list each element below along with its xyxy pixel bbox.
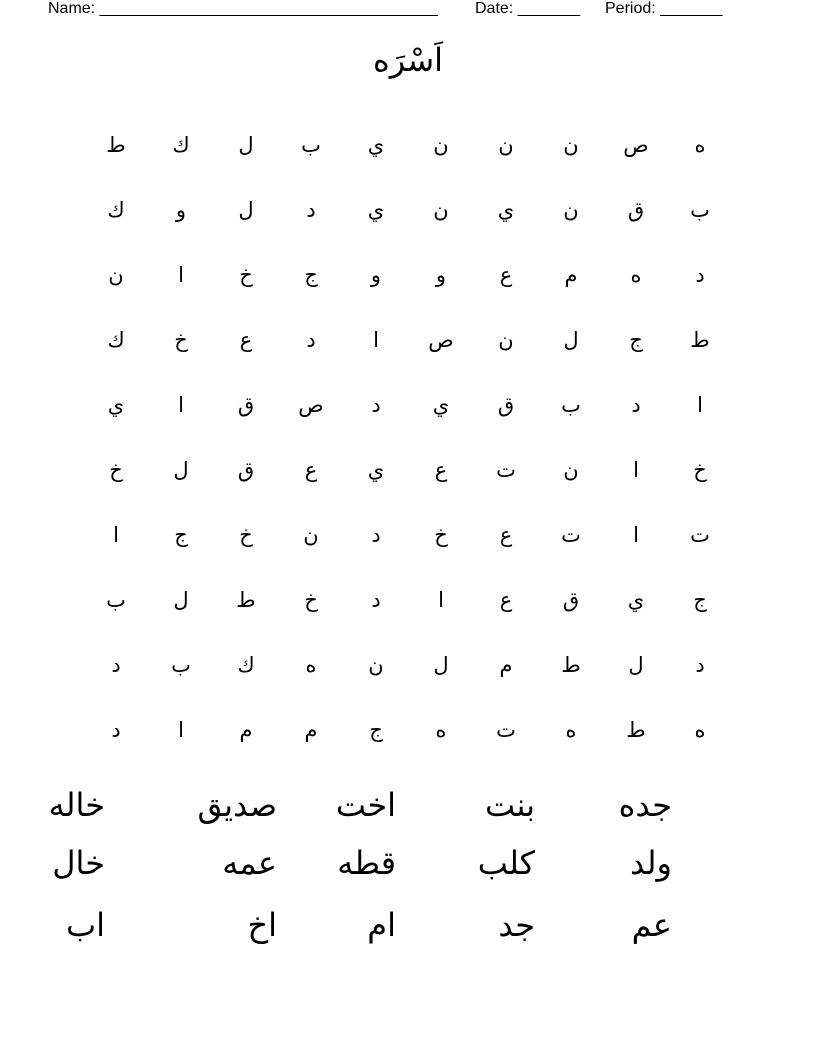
grid-letter[interactable]: ل [628,653,644,677]
grid-letter[interactable]: ك [107,328,125,352]
grid-letter[interactable]: خ [174,328,188,352]
grid-letter[interactable]: خ [693,458,707,482]
word-bank-item: جده [618,786,672,824]
grid-letter[interactable]: ع [239,328,253,352]
grid-letter[interactable]: ا [178,263,184,287]
grid-letter[interactable]: ك [107,198,125,222]
grid-letter[interactable]: ط [626,718,646,742]
grid-letter[interactable]: ا [178,718,184,742]
grid-letter[interactable]: م [304,718,318,742]
grid-letter[interactable]: ه [694,718,706,742]
grid-letter[interactable]: ص [623,133,649,157]
grid-letter[interactable]: و [370,263,382,287]
grid-letter[interactable]: ل [173,458,189,482]
grid-letter[interactable]: د [631,393,641,417]
grid-letter[interactable]: ل [433,653,449,677]
grid-letter[interactable]: ي [367,198,385,222]
grid-letter[interactable]: و [435,263,447,287]
grid-letter[interactable]: ل [238,133,254,157]
grid-letter[interactable]: د [111,653,121,677]
grid-letter[interactable]: ت [496,718,516,742]
word-bank-item: ام [367,906,396,944]
grid-letter[interactable]: ا [113,523,119,547]
word-bank-item: خاله [48,786,105,824]
grid-letter[interactable]: ت [690,523,710,547]
grid-letter[interactable]: ص [428,328,454,352]
grid-letter[interactable]: ن [303,523,319,547]
grid-letter[interactable]: ق [237,393,255,417]
grid-letter[interactable]: د [371,588,381,612]
grid-letter[interactable]: ج [629,328,643,352]
grid-letter[interactable]: ن [563,458,579,482]
grid-letter[interactable]: م [239,718,253,742]
word-bank-item: قطه [337,844,396,882]
grid-letter[interactable]: ا [438,588,444,612]
grid-letter[interactable]: ه [305,653,317,677]
grid-letter[interactable]: ط [690,328,710,352]
grid-letter[interactable]: ا [633,523,639,547]
grid-letter[interactable]: خ [239,523,253,547]
grid-letter[interactable]: ي [432,393,450,417]
grid-letter[interactable]: خ [434,523,448,547]
grid-letter[interactable]: ل [563,328,579,352]
grid-letter[interactable]: ل [238,198,254,222]
grid-letter[interactable]: د [111,718,121,742]
grid-letter[interactable]: د [306,328,316,352]
grid-letter[interactable]: ج [174,523,188,547]
date-field[interactable]: Date: _______ [475,0,580,17]
grid-letter[interactable]: ا [697,393,703,417]
grid-letter[interactable]: د [306,198,316,222]
grid-letter[interactable]: خ [239,263,253,287]
grid-letter[interactable]: ن [108,263,124,287]
grid-letter[interactable]: خ [109,458,123,482]
grid-letter[interactable]: ه [694,133,706,157]
word-bank-item: كلب [477,844,535,882]
grid-letter[interactable]: ط [561,653,581,677]
grid-letter[interactable]: ي [367,458,385,482]
grid-letter[interactable]: ه [565,718,577,742]
grid-letter[interactable]: ه [435,718,447,742]
grid-letter[interactable]: ط [106,133,126,157]
grid-letter[interactable]: م [564,263,578,287]
grid-letter[interactable]: ا [373,328,379,352]
grid-letter[interactable]: ص [298,393,324,417]
grid-letter[interactable]: ا [633,458,639,482]
grid-letter[interactable]: ن [368,653,384,677]
word-bank-item: عم [631,906,672,944]
word-bank-item: اب [65,906,105,944]
grid-letter[interactable]: ل [173,588,189,612]
grid-letter[interactable]: ع [499,523,513,547]
grid-letter[interactable]: ي [367,133,385,157]
word-bank-item: اخ [247,906,277,944]
grid-letter[interactable]: ن [563,198,579,222]
grid-letter[interactable]: ن [498,328,514,352]
grid-letter[interactable]: د [695,653,705,677]
word-bank-item: اخت [335,786,396,824]
grid-letter[interactable]: ق [627,198,645,222]
word-bank-item: بنت [485,786,535,824]
word-bank-item: ولد [630,844,672,882]
grid-letter[interactable]: ب [690,198,710,222]
grid-letter[interactable]: ت [496,458,516,482]
word-bank-item: صديق [197,786,277,824]
grid-letter[interactable]: ي [497,198,515,222]
grid-letter[interactable]: ع [304,458,318,482]
page-title: اَسْرَه [372,41,444,79]
grid-letter[interactable]: ب [301,133,321,157]
grid-letter[interactable]: ن [498,133,514,157]
grid-letter[interactable]: ق [562,588,580,612]
grid-letter[interactable]: ق [237,458,255,482]
grid-letter[interactable]: ط [236,588,256,612]
word-bank-item: خال [52,844,105,882]
grid-letter[interactable]: ت [561,523,581,547]
grid-letter[interactable]: خ [304,588,318,612]
grid-letter[interactable]: ي [107,393,125,417]
grid-letter[interactable]: ق [497,393,515,417]
grid-letter[interactable]: ع [499,588,513,612]
grid-letter[interactable]: ك [172,133,190,157]
grid-letter[interactable]: ي [627,588,645,612]
grid-letter[interactable]: و [175,198,187,222]
grid-letter[interactable]: د [371,523,381,547]
grid-letter[interactable]: ج [369,718,383,742]
grid-letter[interactable]: ع [434,458,448,482]
grid-letter[interactable]: ب [171,653,191,677]
word-bank-item: عمه [222,844,277,882]
grid-letter[interactable]: ب [106,588,126,612]
grid-letter[interactable]: ه [630,263,642,287]
grid-letter[interactable]: ن [433,198,449,222]
grid-letter[interactable]: ع [499,263,513,287]
grid-letter[interactable]: ج [693,588,707,612]
grid-letter[interactable]: ك [237,653,255,677]
grid-letter[interactable]: ن [433,133,449,157]
grid-letter[interactable]: ا [178,393,184,417]
grid-letter[interactable]: ن [563,133,579,157]
grid-letter[interactable]: ب [561,393,581,417]
name-field[interactable]: Name: ______________________________________ [48,0,438,17]
word-bank-item: جد [498,906,535,944]
grid-letter[interactable]: د [695,263,705,287]
period-field[interactable]: Period: _______ [605,0,723,17]
grid-letter[interactable]: م [499,653,513,677]
grid-letter[interactable]: ج [304,263,318,287]
grid-letter[interactable]: د [371,393,381,417]
